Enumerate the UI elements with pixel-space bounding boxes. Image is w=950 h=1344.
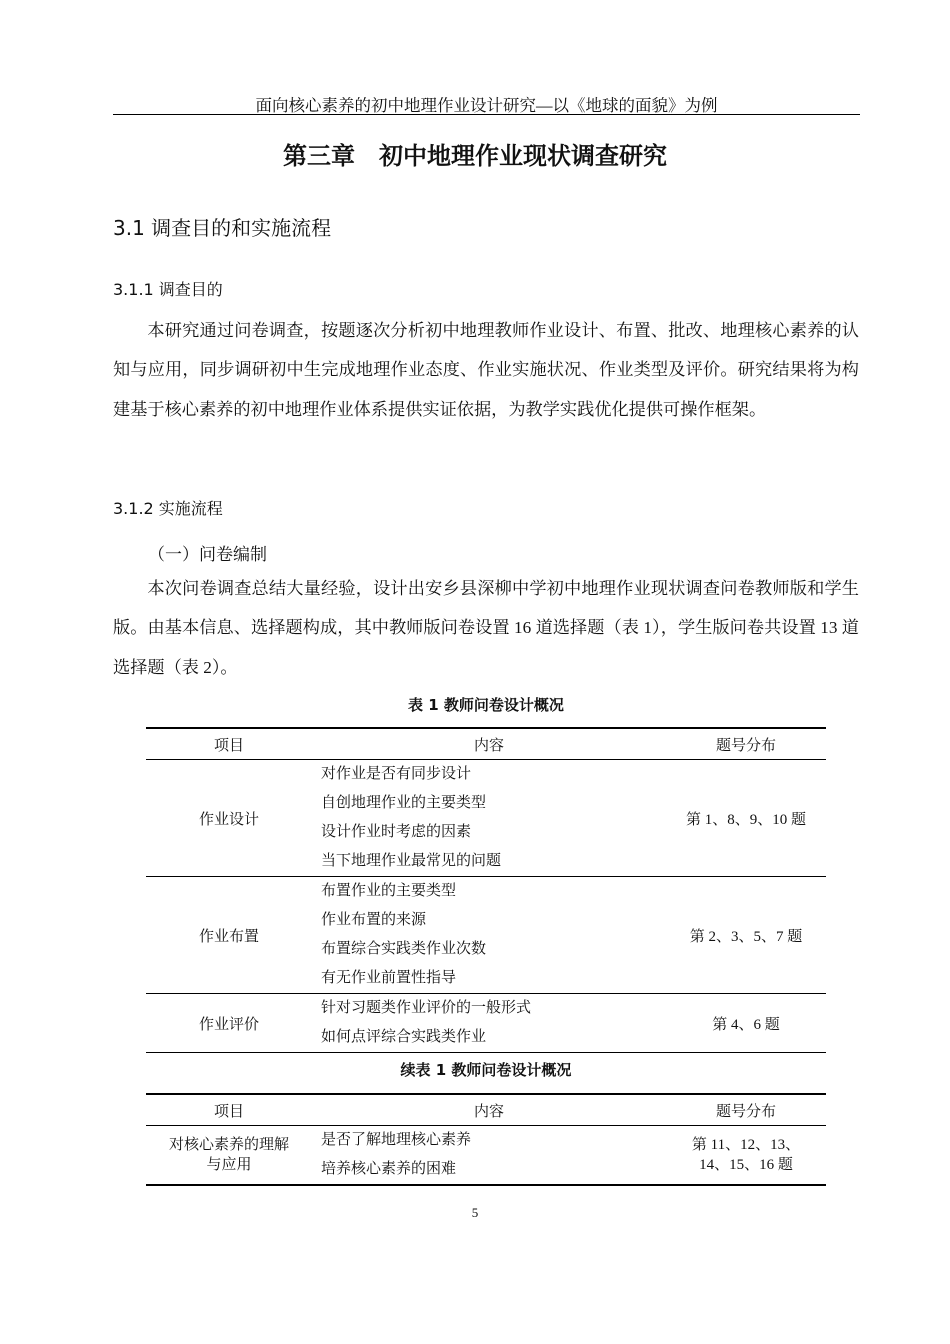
content-line: 针对习题类作业评价的一般形式	[321, 1000, 532, 1016]
content-line: 如何点评综合实践类作业	[321, 1029, 487, 1045]
content-line: 当下地理作业最常见的问题	[321, 853, 502, 869]
item-line: 对核心素养的理解	[168, 1137, 289, 1153]
row-content	[312, 760, 666, 877]
paragraph-purpose: 本研究通过问卷调查，按题逐次分析初中地理教师作业设计、布置、批改、地理核心素养的认知与应用，同步调研初中生完成地理作业态度、作业实施状况、作业类型及评价。研究结果将为构建基于核心素养的初中地理作业体系提供实证依据，为教学实践优化提供可操作框架。	[113, 321, 859, 419]
content-line: 自创地理作业的主要类型	[321, 795, 487, 811]
table-row	[146, 760, 826, 877]
table1-caption: 表 1 教师问卷设计概况	[408, 696, 564, 714]
sub-heading-questionnaire: （一）问卷编制	[148, 545, 267, 564]
header-divider	[113, 114, 860, 115]
row-item: 作业布置	[198, 928, 259, 945]
row-content	[312, 877, 666, 994]
subsection-heading-process: 3.1.2 实施流程	[113, 499, 223, 518]
table-row	[146, 877, 826, 994]
col-header-item: 项目	[213, 1103, 244, 1120]
content-line: 设计作业时考虑的因素	[321, 824, 472, 840]
row-content	[312, 1126, 666, 1186]
row-content	[312, 994, 666, 1053]
content-line: 布置作业的主要类型	[321, 883, 457, 899]
table1	[146, 727, 826, 1053]
questions-line: 14、15、16 题	[699, 1157, 793, 1173]
running-header: 面向核心素养的初中地理作业设计研究—以《地球的面貌》为例	[255, 96, 718, 115]
content-line: 作业布置的来源	[321, 912, 427, 928]
paragraph-questionnaire: 本次问卷调查总结大量经验，设计出安乡县深柳中学初中地理作业现状调查问卷教师版和学生版。由基本信息、选择题构成，其中教师版问卷设置 16 道选择题（表 1），学生版问卷共设置 13 道选择题（表 2）。	[113, 579, 859, 677]
table-row	[146, 994, 826, 1053]
row-questions: 第 4、6 题	[712, 1016, 780, 1033]
content-line: 有无作业前置性指导	[321, 970, 457, 986]
questions-line: 第 11、12、13、	[691, 1137, 801, 1153]
content-line: 对作业是否有同步设计	[321, 766, 472, 782]
item-line: 与应用	[206, 1157, 252, 1173]
col-header-questions: 题号分布	[715, 737, 776, 754]
table1-cont-caption: 续表 1 教师问卷设计概况	[400, 1061, 572, 1079]
page-number: 5	[471, 1205, 479, 1220]
row-questions: 第 1、8、9、10 题	[685, 811, 806, 828]
row-item: 作业评价	[198, 1016, 259, 1033]
col-header-questions: 题号分布	[715, 1103, 776, 1120]
table1-continued	[146, 1093, 826, 1186]
row-questions: 第 2、3、5、7 题	[689, 928, 803, 945]
content-line: 培养核心素养的困难	[321, 1161, 457, 1177]
col-header-content: 内容	[473, 1103, 504, 1120]
col-header-content: 内容	[473, 737, 504, 754]
row-item	[146, 1126, 312, 1186]
content-line: 是否了解地理核心素养	[321, 1132, 472, 1148]
row-item: 作业设计	[198, 811, 259, 828]
subsection-heading-purpose: 3.1.1 调查目的	[113, 280, 223, 299]
row-questions	[666, 1126, 826, 1186]
table-row	[146, 1126, 826, 1186]
content-line: 布置综合实践类作业次数	[321, 941, 487, 957]
section-heading: 3.1 调查目的和实施流程	[113, 216, 332, 240]
col-header-item: 项目	[213, 737, 244, 754]
chapter-title: 第三章 初中地理作业现状调查研究	[283, 142, 667, 170]
